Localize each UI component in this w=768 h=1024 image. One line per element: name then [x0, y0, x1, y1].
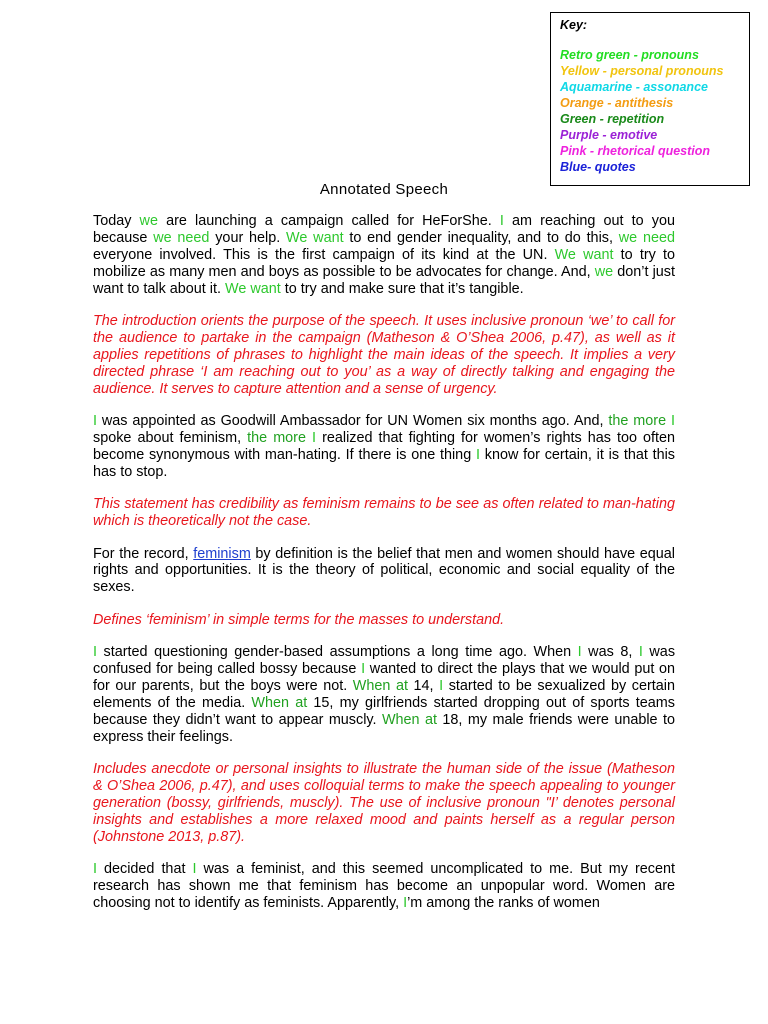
text-run: your help.: [209, 229, 287, 246]
key-item: Aquamarine - assonance: [560, 80, 708, 94]
text-run: The introduction orients the purpose of the speech. It uses inclusive pronoun ‘we’ to call for the audience to partake in the campaign (Matheson & O’Shea 2006, p.47), as well as it applies repetitions of phrases to highlight the main ideas of the speech. It implies a very directed phrase ‘I am reaching out to you’ as a way of directly talking and engaging the audience. It serves to capture attention and a sense of urgency.: [93, 313, 675, 397]
text-run: to try and make sure that it’s tangible.: [280, 280, 524, 297]
pronoun-highlight: I: [93, 861, 97, 878]
pronoun-highlight: I: [439, 677, 444, 694]
text-run: This statement has credibility as feminism remains to be see as often related to man-hating which is theoretically not the case.: [93, 496, 675, 530]
annotation-paragraph: [93, 612, 675, 629]
speech-paragraph: [93, 546, 675, 597]
pronoun-highlight: I: [577, 644, 582, 661]
pronoun-highlight: I: [403, 894, 408, 911]
text-run: don’t just want to talk about it.: [93, 263, 675, 297]
pronoun-highlight: I: [475, 446, 480, 463]
document-title: Annotated Speech: [319, 181, 449, 198]
text-run: was appointed as Goodwill Ambassador for UN Women six months ago. And,: [97, 413, 609, 430]
key-item: Blue- quotes: [560, 160, 636, 174]
pronoun-highlight: we need: [153, 229, 210, 246]
text-run: spoke about feminism,: [93, 429, 248, 446]
text-run: everyone involved. This is the first campaign of its kind at the UN.: [93, 246, 555, 263]
pronoun-highlight: I: [312, 429, 317, 446]
key-items: [560, 47, 740, 175]
text-run: 18, my male friends were unable to express their feelings.: [93, 711, 675, 745]
text-run: 15, my girlfriends started dropping out of sports teams because they didn’t want to appear muscly.: [93, 694, 675, 728]
key-item: Retro green - pronouns: [560, 48, 699, 62]
text-run: know for certain, it is that this has to stop.: [93, 446, 675, 480]
text-run: 14,: [407, 677, 440, 694]
text-run: am reaching out to you because: [93, 213, 675, 246]
key-item: Purple - emotive: [560, 128, 658, 142]
pronoun-highlight: I: [93, 413, 97, 430]
speech-paragraph: [93, 644, 675, 745]
document-body: [93, 213, 675, 927]
text-run: realized that fighting for women’s rights has too often become synonymous with man-hating. If there is one thing: [93, 429, 676, 463]
pronoun-highlight: I: [361, 661, 366, 678]
key-item: Pink - rhetorical question: [560, 144, 711, 158]
annotation-paragraph: [93, 313, 675, 398]
pronoun-highlight: We want: [286, 229, 344, 246]
text-run: Includes anecdote or personal insights to illustrate the human side of the issue (Matheson & O’Shea 2006, p.47), and uses colloquial terms to make the speech appealing to younger generation (bossy, girlfriends, muscly). The use of inclusive pronoun "I’ denotes personal insights and establishes a more relaxed mood and paints herself as a regular person (Johnstone 2013, p.87).: [93, 761, 675, 845]
text-run: started questioning gender-based assumptions a long time ago. When: [97, 644, 578, 661]
key-item: Green - repetition: [560, 112, 665, 126]
repetition-highlight: the more: [247, 429, 306, 446]
key-item: Yellow - personal pronouns: [560, 64, 724, 78]
text-run: Defines ‘feminism’ in simple terms for the masses to understand.: [93, 611, 505, 628]
speech-paragraph: [93, 413, 675, 481]
repetition-highlight: the more: [608, 413, 667, 430]
annotation-paragraph: [93, 761, 675, 846]
text-run: ’m among the ranks of women: [407, 894, 600, 911]
annotation-paragraph: [93, 496, 675, 530]
text-run: For the record,: [93, 545, 194, 562]
pronoun-highlight: we: [139, 213, 158, 229]
key-legend: [550, 12, 750, 186]
text-run: are launching a campaign called for HeForShe.: [157, 213, 500, 229]
repetition-highlight: When at: [251, 694, 308, 711]
speech-paragraph: [93, 861, 675, 912]
pronoun-highlight: I: [192, 861, 197, 878]
pronoun-highlight: I: [499, 213, 504, 229]
pronoun-highlight: I: [671, 413, 675, 430]
pronoun-highlight: we: [594, 263, 614, 280]
text-run: wanted to direct the plays that we would put on for our parents, but the boys were not.: [93, 661, 676, 694]
pronoun-highlight: We want: [554, 246, 614, 263]
text-run: to try to mobilize as many men and boys as possible to be advocates for change. And,: [93, 246, 675, 280]
pronoun-highlight: We want: [225, 280, 281, 297]
pronoun-highlight: I: [93, 644, 97, 661]
text-run: decided that: [97, 861, 193, 878]
text-run: was a feminist, and this seemed uncomplicated to me. But my recent research has shown me that feminism has become an unpopular word. Women are choosing not to identify as feminists. Apparently,: [93, 861, 675, 911]
key-title: Key:: [560, 18, 588, 32]
text-run: started to be sexualized by certain elements of the media.: [93, 677, 675, 711]
pronoun-highlight: I: [638, 644, 643, 661]
text-run: was confused for being called bossy because: [93, 644, 676, 678]
text-run: by definition is the belief that men and women should have equal rights and opportunities. It is the theory of political, economic and social equality of the sexes.: [93, 545, 676, 596]
feminism-link[interactable]: feminism: [193, 545, 251, 562]
speech-paragraph: [93, 213, 675, 298]
text-run: Today: [93, 213, 140, 229]
text-run: to end gender inequality, and to do this,: [343, 229, 619, 246]
key-item: Orange - antithesis: [560, 96, 674, 110]
repetition-highlight: When at: [352, 677, 408, 694]
pronoun-highlight: we need: [618, 229, 675, 246]
text-run: was 8,: [581, 644, 639, 661]
repetition-highlight: When at: [381, 711, 437, 728]
